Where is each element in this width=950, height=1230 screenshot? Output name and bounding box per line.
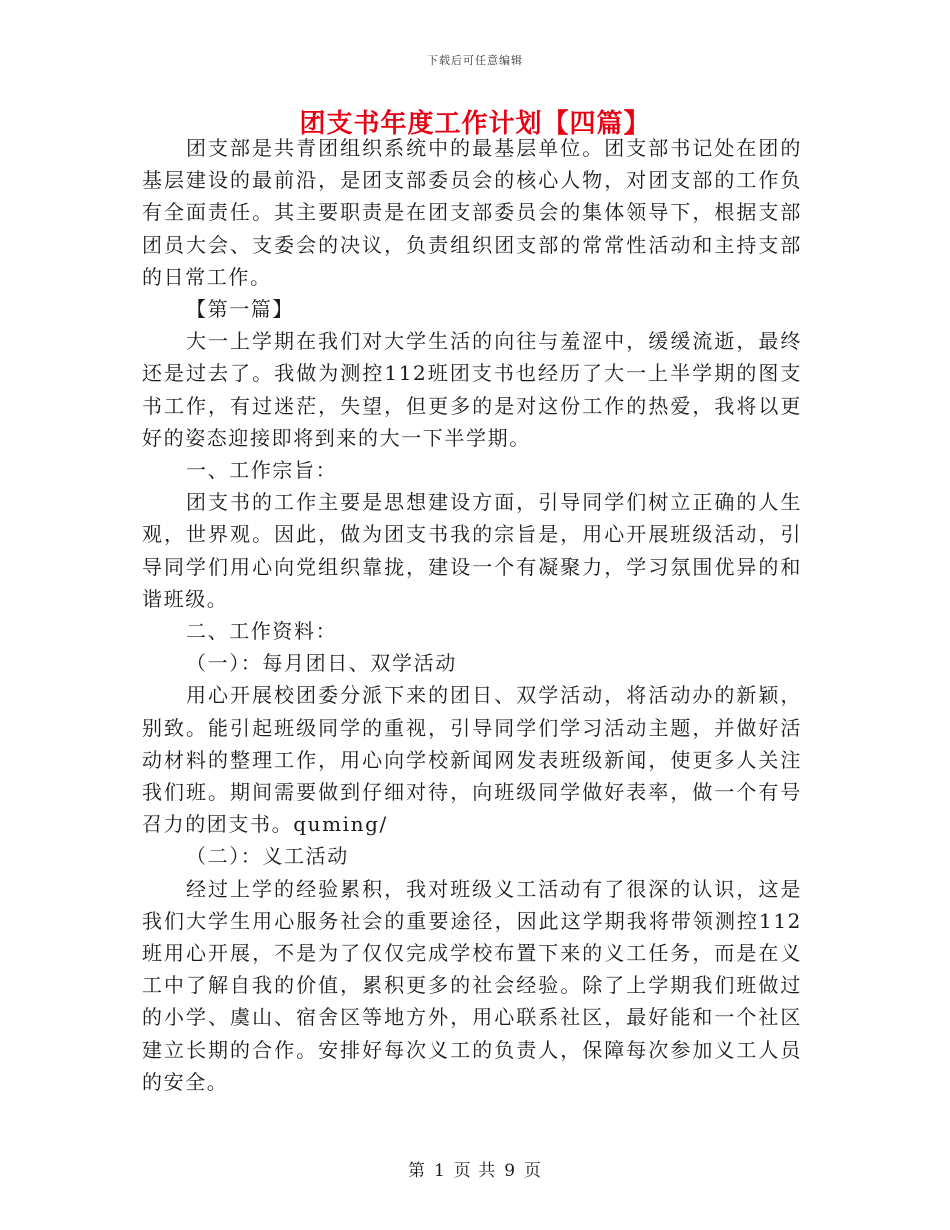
subsection-heading-volunteer-activities: （二）：义工活动 <box>186 844 349 869</box>
page-label-prefix: 第 <box>407 1161 426 1181</box>
page-number: 1 <box>433 1161 446 1181</box>
page-footer <box>0 1156 950 1181</box>
body-paragraph: 用心开展校团委分派下来的团日、双学活动，将活动办的新颖，别致。能引起班级同学的重视，引导同学们学习活动主题，并做好活动材料的整理工作，用心向学校新闻网发表班级新闻，使更多人关注我们班。期间需要做到仔细对待，向班级同学做好表率，做一个有号召力的团支书。quming/ <box>142 683 802 837</box>
body-paragraph: 经过上学的经验累积，我对班级义工活动有了很深的认识，这是我们大学生用心服务社会的重要途径，因此这学期我将带领测控112班用心开展，不是为了仅仅完成学校布置下来的义工任务，而是在义工中了解自我的价值，累积更多的社会经验。除了上学期我们班做过的小学、虞山、宿舍区等地方外，用心联系社区，最好能和一个社区建立长期的合作。安排好每次义工的负责人，保障每次参加义工人员的安全。 <box>142 876 802 1094</box>
subsection-heading-monthly-activities: （一）：每月团日、双学活动 <box>186 651 457 676</box>
section-heading-work-content: 二、工作资料： <box>186 619 338 644</box>
document-title: 团支书年度工作计划【四篇】 <box>299 109 651 139</box>
intro-paragraph: 团支部是共青团组织系统中的最基层单位。团支部书记处在团的基层建设的最前沿，是团支部委员会的核心人物，对团支部的工作负有全面责任。其主要职责是在团支部委员会的集体领导下，根据支部团员大会、支委会的决议，负责组织团支部的常常性活动和主持支部的日常工作。 <box>142 136 802 289</box>
page-total: 9 <box>504 1161 517 1181</box>
body-paragraph: 大一上学期在我们对大学生活的向往与羞涩中，缓缓流逝，最终还是过去了。我做为测控112班团支书也经历了大一上半学期的图支书工作，有过迷茫，失望，但更多的是对这份工作的热爱，我将以更好的姿态迎接即将到来的大一下半学期。 <box>142 329 802 450</box>
page-label-suffix: 页 <box>524 1161 543 1181</box>
section-heading-work-purpose: 一、工作宗旨： <box>186 458 338 483</box>
body-paragraph: 团支书的工作主要是思想建设方面，引导同学们树立正确的人生观，世界观。因此，做为团支书我的宗旨是，用心开展班级活动，引导同学们用心向党组织靠拢，建设一个有凝聚力，学习氛围优异的和谐班级。 <box>142 490 802 611</box>
page-label-mid: 页 共 <box>453 1161 497 1181</box>
document-body <box>142 132 802 1098</box>
section-heading-part-one: 【第一篇】 <box>186 297 294 322</box>
header-note: 下载后可任意编辑 <box>427 54 523 67</box>
